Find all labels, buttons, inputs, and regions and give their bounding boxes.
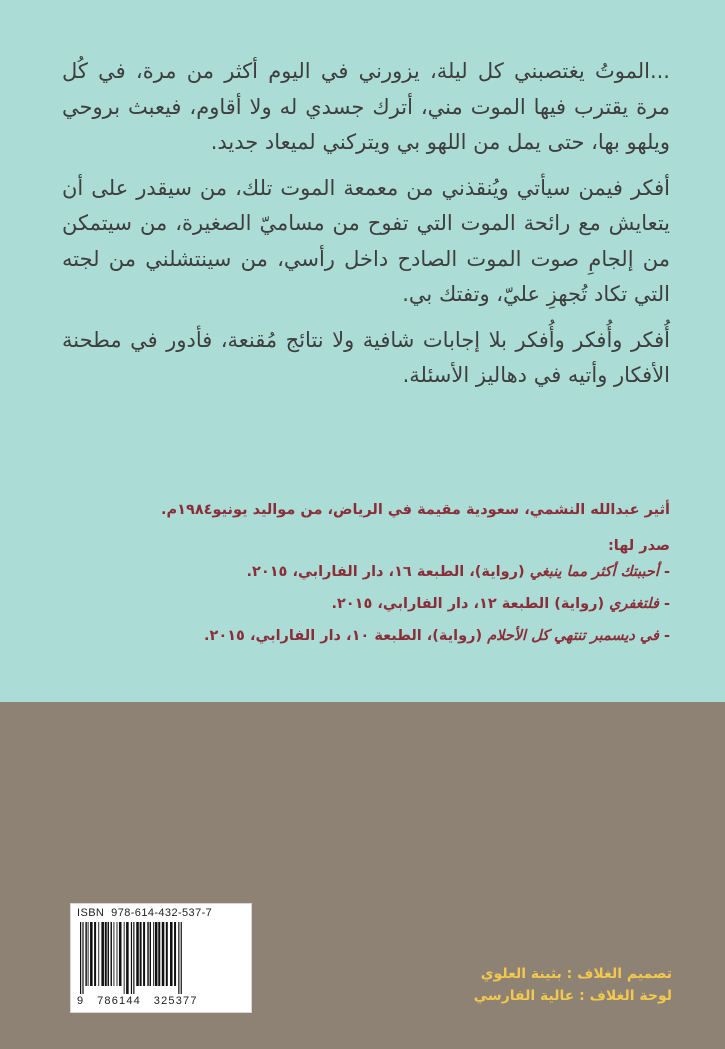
barcode-bars: [79, 922, 243, 994]
publication-details: (رواية) الطبعة ١٢، دار الفارابي، ٢٠١٥.: [331, 596, 610, 612]
excerpt-paragraph-3: أُفكر وأُفكر وأُفكر بلا إجابات شافية ولا نتائج مُقنعة، فأدور في مطحنة الأفكار وأتيه في دهاليز الأسئلة.: [62, 327, 670, 387]
isbn-label: ISBN 978-614-432-537-7: [77, 907, 213, 919]
cover-painting-credit: لوحة الغلاف : عالية الفارسي: [473, 988, 672, 1004]
barcode-bar: [131, 922, 132, 994]
author-bio: أثير عبدالله النشمي، سعودية مقيمة في الرياض، من مواليد يونيو١٩٨٤م.: [160, 502, 670, 518]
barcode-bar: [108, 922, 109, 986]
barcode-bar: [174, 922, 176, 986]
barcode-bar: [105, 922, 107, 986]
barcode-bar: [117, 922, 118, 986]
publication-dash: -: [658, 564, 670, 580]
barcode-bar: [88, 922, 89, 986]
publication-item: [80, 626, 670, 646]
barcode-bar: [133, 922, 134, 994]
barcode-bar: [166, 922, 168, 986]
publication-item: [80, 594, 670, 614]
excerpt-paragraph-1: ...الموتُ يغتصبني كل ليلة، يزورني في اليوم أكثر من مرة، في كُل مرة يقترب فيها الموت مني، أترك جسدي له ولا أقاوم، فيعبث بروحي ويلهو بها، حتى يمل من اللهو بي ويتركني لميعاد جديد.: [62, 59, 670, 154]
excerpt-paragraph-2: أفكر فيمن سيأتي ويُنقذني من معمعة الموت تلك، من سيقدر على أن يتعايش مع رائحة الموت التي تفوح من مساميّ الصغيرة، من سيتمكن من إلجامِ صوت الموت الصادح داخل رأسي، من سينتشلني من لجته التي تكاد تُجهزِ عليّ، وتفتك بي.: [62, 175, 670, 306]
publication-details: (رواية)، الطبعة ١٠، دار الفارابي، ٢٠١٥.: [203, 628, 488, 644]
book-excerpt: [62, 54, 670, 404]
barcode-bar: [80, 922, 81, 994]
cover-credits: [410, 963, 672, 1007]
barcode-bar: [155, 922, 158, 986]
publication-title: في ديسمبر تنتهي كل الأحلام: [487, 628, 659, 644]
barcode-bar: [181, 922, 182, 994]
barcode-bar: [170, 922, 173, 986]
author-info: [80, 500, 670, 658]
publication-details: (رواية)، الطبعة ١٦، دار الفارابي، ٢٠١٥.: [246, 564, 530, 580]
barcode-bar: [113, 922, 114, 986]
barcode-digits: 9 786144 325377: [77, 995, 198, 1007]
cover-design-credit: تصميم الغلاف : بثينة العلوي: [480, 966, 672, 982]
publication-title: فلتغفري: [609, 596, 659, 612]
barcode-bar: [150, 922, 151, 986]
barcode-bar: [85, 922, 86, 986]
publication-title: أحببتك أكثر مما ينبغي: [529, 564, 659, 580]
barcode-bar: [98, 922, 99, 986]
barcode-bar: [140, 922, 142, 986]
barcode-bar: [147, 922, 148, 986]
publication-dash: -: [658, 628, 670, 644]
barcode-bar: [126, 922, 129, 994]
publications-heading: صدر لها:: [607, 538, 670, 554]
barcode-bar: [111, 922, 112, 986]
publication-item: [80, 562, 670, 582]
barcode-bar: [90, 922, 93, 986]
barcode-bar: [82, 922, 83, 994]
barcode-bar: [153, 922, 154, 986]
barcode-bar: [119, 922, 122, 986]
barcode-bar: [136, 922, 139, 986]
barcode-bar: [101, 922, 104, 986]
barcode-bar: [143, 922, 145, 986]
barcode-bar: [162, 922, 165, 986]
isbn-barcode: [70, 903, 252, 1013]
barcode-bar: [124, 922, 125, 994]
barcode-bar: [94, 922, 96, 986]
barcode-bar: [158, 922, 160, 986]
barcode-bar: [178, 922, 179, 994]
publication-dash: -: [658, 596, 670, 612]
